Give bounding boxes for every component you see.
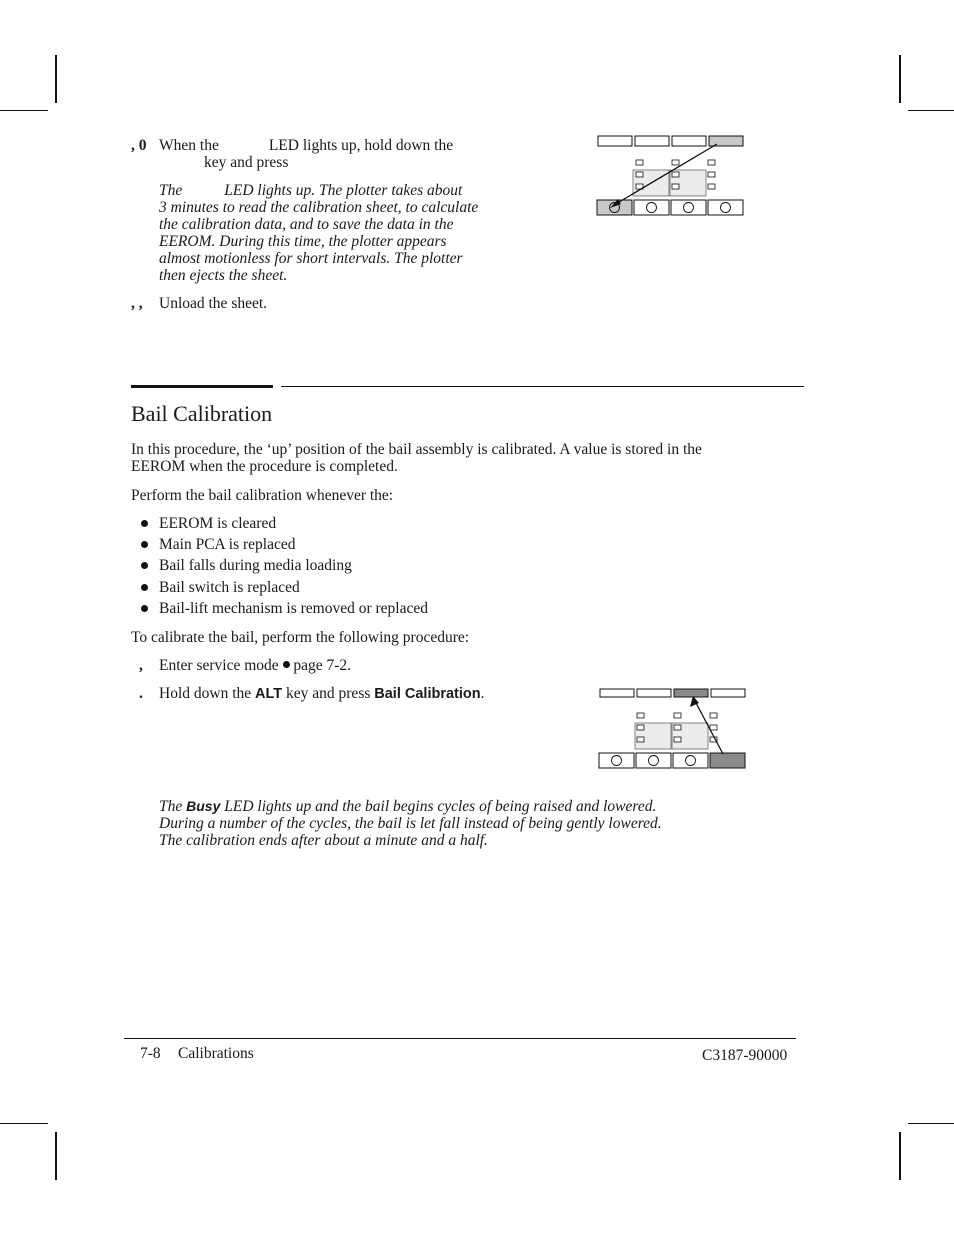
step-text: When the (159, 137, 219, 154)
note-text: The (159, 798, 183, 815)
step-note-line: 3 minutes to read the calibration sheet, to calculate (159, 199, 479, 216)
crop-mark-bottom-right-horizontal (908, 1123, 954, 1124)
led-indicator (672, 184, 679, 189)
note-text: LED lights up and the bail begins cycles of being raised and lowered. (224, 798, 657, 815)
bullet-icon (141, 562, 148, 569)
list-item: Bail falls during media loading (159, 557, 352, 574)
procedure-intro: To calibrate the bail, perform the following procedure: (131, 629, 470, 646)
led-indicator (636, 160, 643, 165)
led-indicator (672, 160, 679, 165)
panel-key (711, 689, 745, 697)
step-note-line: then ejects the sheet. (159, 267, 288, 284)
step-text: page 7-2. (293, 657, 352, 674)
list-item: Bail switch is replaced (159, 579, 300, 596)
panel-key (600, 689, 634, 697)
step-line (159, 137, 453, 154)
front-panel-diagram-2 (592, 684, 752, 774)
led-indicator (708, 184, 715, 189)
intro-line: EEROM when the procedure is completed. (131, 458, 398, 475)
panel-key (672, 136, 706, 146)
led-indicator (708, 160, 715, 165)
result-note-line: The calibration ends after about a minute and a half. (159, 832, 488, 849)
led-indicator (636, 172, 643, 177)
panel-key (635, 136, 669, 146)
step-marker: , 0 (131, 137, 147, 154)
led-indicator (674, 713, 681, 718)
led-indicator (637, 725, 644, 730)
bullet-icon (283, 661, 290, 668)
step-marker: , , (131, 295, 143, 312)
crop-mark-bottom-left-horizontal (0, 1123, 48, 1124)
panel-key-highlighted (674, 689, 708, 697)
key-name: ALT (255, 686, 283, 702)
list-item: EEROM is cleared (159, 515, 277, 532)
step-text: Unload the sheet. (159, 295, 268, 312)
step-line (159, 685, 485, 703)
led-indicator (674, 725, 681, 730)
crop-mark-bottom-left-vertical (55, 1132, 57, 1180)
perform-when: Perform the bail calibration whenever the: (131, 487, 394, 504)
led-indicator (674, 737, 681, 742)
section-title: Bail Calibration (131, 401, 273, 426)
crop-mark-bottom-right-vertical (899, 1132, 901, 1180)
note-text: The (159, 182, 183, 199)
bullet-icon (141, 605, 148, 612)
led-indicator (710, 725, 717, 730)
crop-mark-top-right-vertical (899, 55, 901, 103)
step-line: key and press (204, 154, 289, 171)
result-note-line: During a number of the cycles, the bail is let fall instead of being gently lowered. (159, 815, 662, 832)
panel-key (598, 136, 632, 146)
bullet-icon (141, 584, 148, 591)
key-name: Bail Calibration (374, 686, 481, 702)
intro-line: In this procedure, the ‘up’ position of the bail assembly is calibrated. A value is stored in the (131, 441, 702, 458)
step-note-line: almost motionless for short intervals. The plotter (159, 250, 463, 267)
note-text: LED lights up. The plotter takes about (224, 182, 463, 199)
led-indicator (637, 737, 644, 742)
bullet-icon (141, 541, 148, 548)
step-text: key and press (286, 685, 371, 702)
led-name: Busy (186, 798, 221, 814)
step-text: Hold down the (159, 685, 252, 702)
footer-chapter: Calibrations (178, 1045, 254, 1062)
footer-page-number: 7-8 (140, 1045, 161, 1062)
panel-key-highlighted (709, 136, 743, 146)
bullet-icon (141, 520, 148, 527)
list-item: Bail-lift mechanism is removed or replaced (159, 600, 429, 617)
result-note-line (159, 798, 656, 815)
crop-mark-top-left-horizontal (0, 110, 48, 111)
crop-mark-top-left-vertical (55, 55, 57, 103)
step-note-line: EEROM. During this time, the plotter appears (159, 233, 447, 250)
led-indicator (708, 172, 715, 177)
section-rule-thick (131, 385, 273, 388)
step-text: Enter service mode (159, 657, 279, 674)
crop-mark-top-right-horizontal (908, 110, 954, 111)
step-text: . (480, 685, 485, 702)
panel-key (637, 689, 671, 697)
footer-doc-number: C3187-90000 (702, 1047, 788, 1064)
list-item: Main PCA is replaced (159, 536, 296, 553)
step-text: LED lights up, hold down the (268, 137, 454, 154)
step-line (159, 657, 351, 674)
led-indicator (637, 713, 644, 718)
step-note-line: the calibration data, and to save the data in the (159, 216, 454, 233)
step-note (159, 182, 462, 199)
panel-button-highlighted (710, 753, 745, 768)
step-marker: . (139, 685, 143, 702)
step-marker: , (139, 657, 143, 674)
section-rule-thin (281, 386, 804, 387)
led-indicator (672, 172, 679, 177)
front-panel-diagram-1 (590, 130, 750, 220)
footer-rule (124, 1038, 796, 1039)
led-indicator (710, 713, 717, 718)
